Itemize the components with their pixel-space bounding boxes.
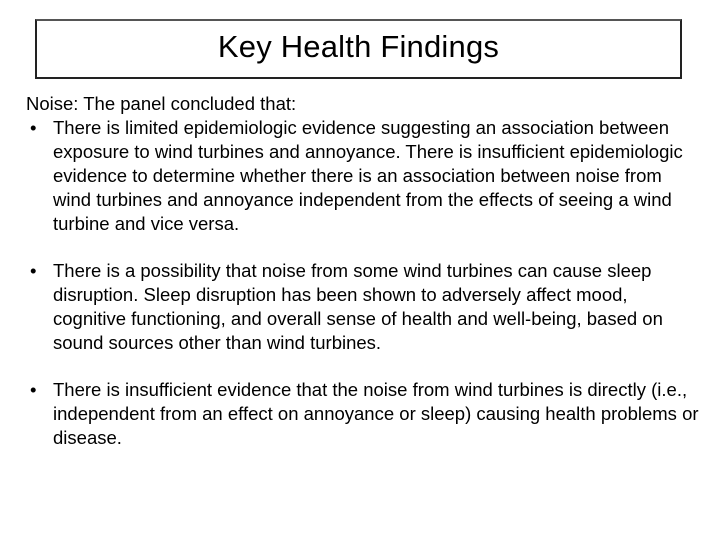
finding-text: There is limited epidemiologic evidence suggesting an association between exposure to wind turbines and annoyance. There is insufficient epidemiologic evidence to determine whether there is an association between noise from wind turbines and annoyance independent from the effects of seeing a wind turbine and vice versa. — [53, 117, 683, 234]
finding-text: There is a possibility that noise from some wind turbines can cause sleep disruption. Sleep disruption has been shown to adversely affect mood, cognitive functioning, and overall sense of health and well-being, based on sound sources other than wind turbines. — [53, 260, 663, 353]
slide-title: Key Health Findings — [217, 29, 500, 64]
finding-sleep-disruption — [26, 259, 702, 355]
slide-body — [26, 92, 702, 450]
bullet-icon: • — [30, 260, 37, 281]
finding-health-problems — [26, 378, 702, 450]
bullet-icon: • — [30, 117, 37, 138]
finding-annoyance — [26, 116, 702, 236]
findings-list — [26, 116, 702, 450]
finding-text: There is insufficient evidence that the noise from wind turbines is directly (i.e., independent from an effect on annoyance or sleep) causing health problems or disease. — [53, 379, 699, 448]
bullet-icon: • — [30, 379, 37, 400]
slide-title-box — [35, 19, 682, 79]
intro-text: Noise: The panel concluded that: — [26, 93, 297, 114]
